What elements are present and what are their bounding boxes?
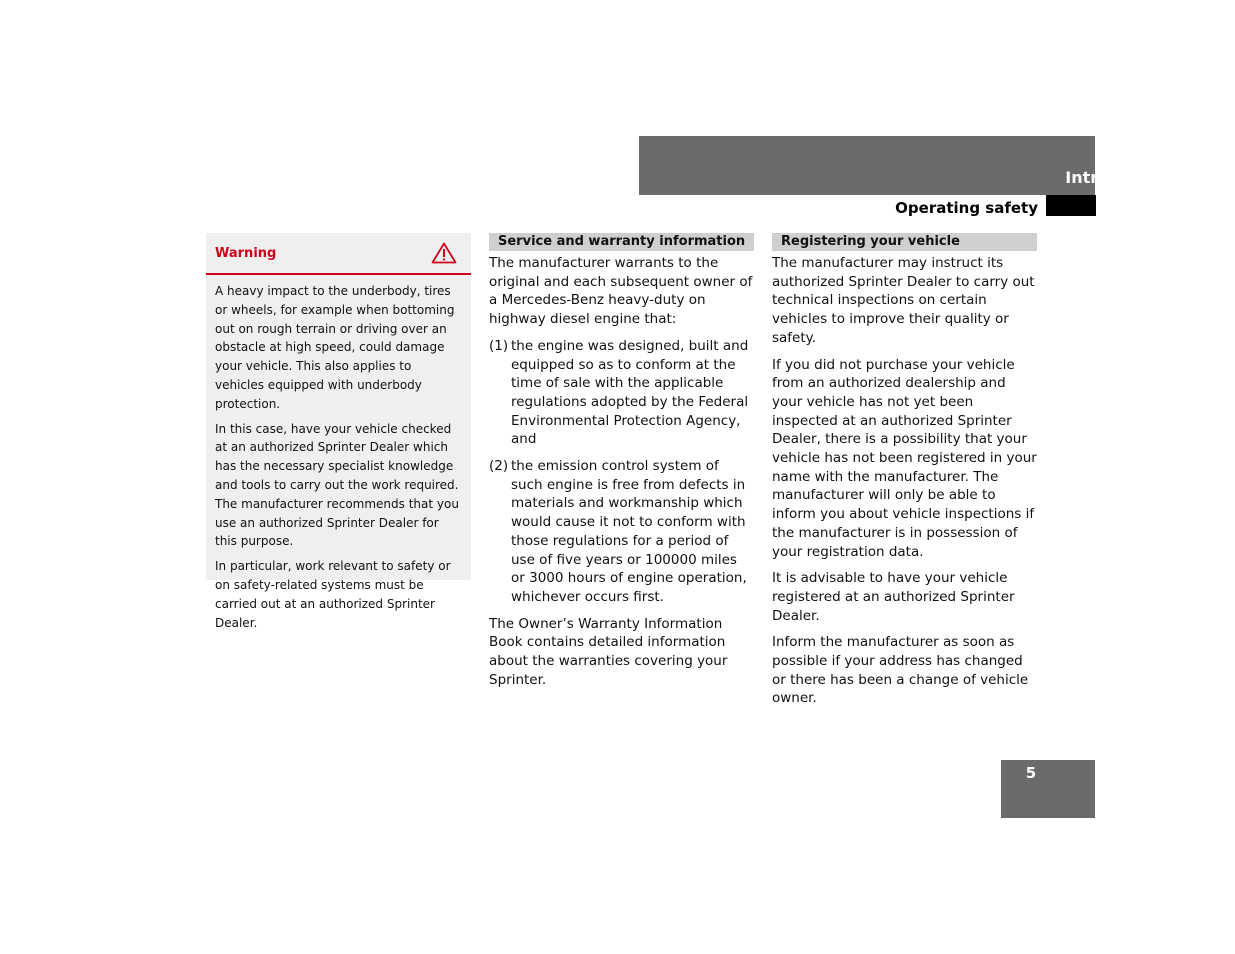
list-item-text: the emission control system of such engine is free from defects in materials and workmanship which would cause it not to conform with those regulations for a period of use of five years or 100000 miles or 3000 hours of engine operation, whichever occurs first.: [511, 458, 747, 605]
registering-heading: Registering your vehicle: [772, 233, 1037, 251]
warning-paragraph: In this case, have your vehicle checked at an authorized Sprinter Dealer which has the necessary specialist knowledge and tools to carry out the work required. The manufacturer recommends that you use an authorized Sprinter Dealer for this purpose.: [215, 421, 459, 549]
service-closing: The Owner’s Warranty Information Book contains detailed information about the warranties covering your Sprinter.: [489, 615, 728, 688]
warning-triangle-icon: [431, 242, 457, 264]
list-marker: (1): [489, 337, 509, 354]
registering-paragraph: It is advisable to have your vehicle registered at an authorized Sprinter Dealer.: [772, 570, 1015, 624]
warning-text: [215, 282, 463, 638]
registering-paragraph: Inform the manufacturer as soon as possible if your address has changed or there has been a change of vehicle owner.: [772, 634, 1029, 707]
warning-paragraph: A heavy impact to the underbody, tires or wheels, for example when bottoming out on rough terrain or driving over an obstacle at high speed, could damage your vehicle. This also applies to vehicles equipped with underbody protection.: [215, 284, 455, 411]
section-title: Operating safety: [895, 199, 1038, 217]
list-item: [489, 457, 754, 607]
list-item-text: the engine was designed, built and equipped so as to conform at the time of sale with the applicable regulations adopted by the Federal Environmental Protection Agency, and: [511, 337, 749, 448]
registering-paragraph: The manufacturer may instruct its authorized Sprinter Dealer to carry out technical inspections on certain vehicles to improve their quality or safety.: [772, 255, 1035, 346]
warning-label: Warning: [215, 246, 277, 261]
chapter-header-bar: [639, 136, 1095, 195]
section-tab-marker: [1046, 195, 1096, 216]
service-warranty-heading: Service and warranty information: [489, 233, 754, 251]
warning-box: [206, 233, 471, 630]
service-intro: The manufacturer warrants to the original and each subsequent owner of a Mercedes-Benz heavy-duty on highway diesel engine that:: [489, 255, 753, 328]
list-marker: (2): [489, 458, 509, 475]
list-item: [489, 337, 754, 449]
registering-section: [772, 233, 1037, 716]
chapter-title: Introduction: [1065, 168, 1177, 187]
registering-paragraph: If you did not purchase your vehicle from an authorized dealership and your vehicle has not yet been inspected at an authorized Sprinter Dealer, there is a possibility that your vehicle has not been registered in your name with the manufacturer. The manufacturer will only be able to inform you about vehicle inspections if the manufacturer is in possession of your registration data.: [772, 356, 1037, 560]
warning-header: [206, 233, 471, 275]
warning-paragraph: In particular, work relevant to safety or on safety-related systems must be carried out at an authorized Sprinter Dealer.: [215, 559, 451, 630]
page-number: 5: [1025, 764, 1037, 782]
service-warranty-section: [489, 233, 754, 697]
